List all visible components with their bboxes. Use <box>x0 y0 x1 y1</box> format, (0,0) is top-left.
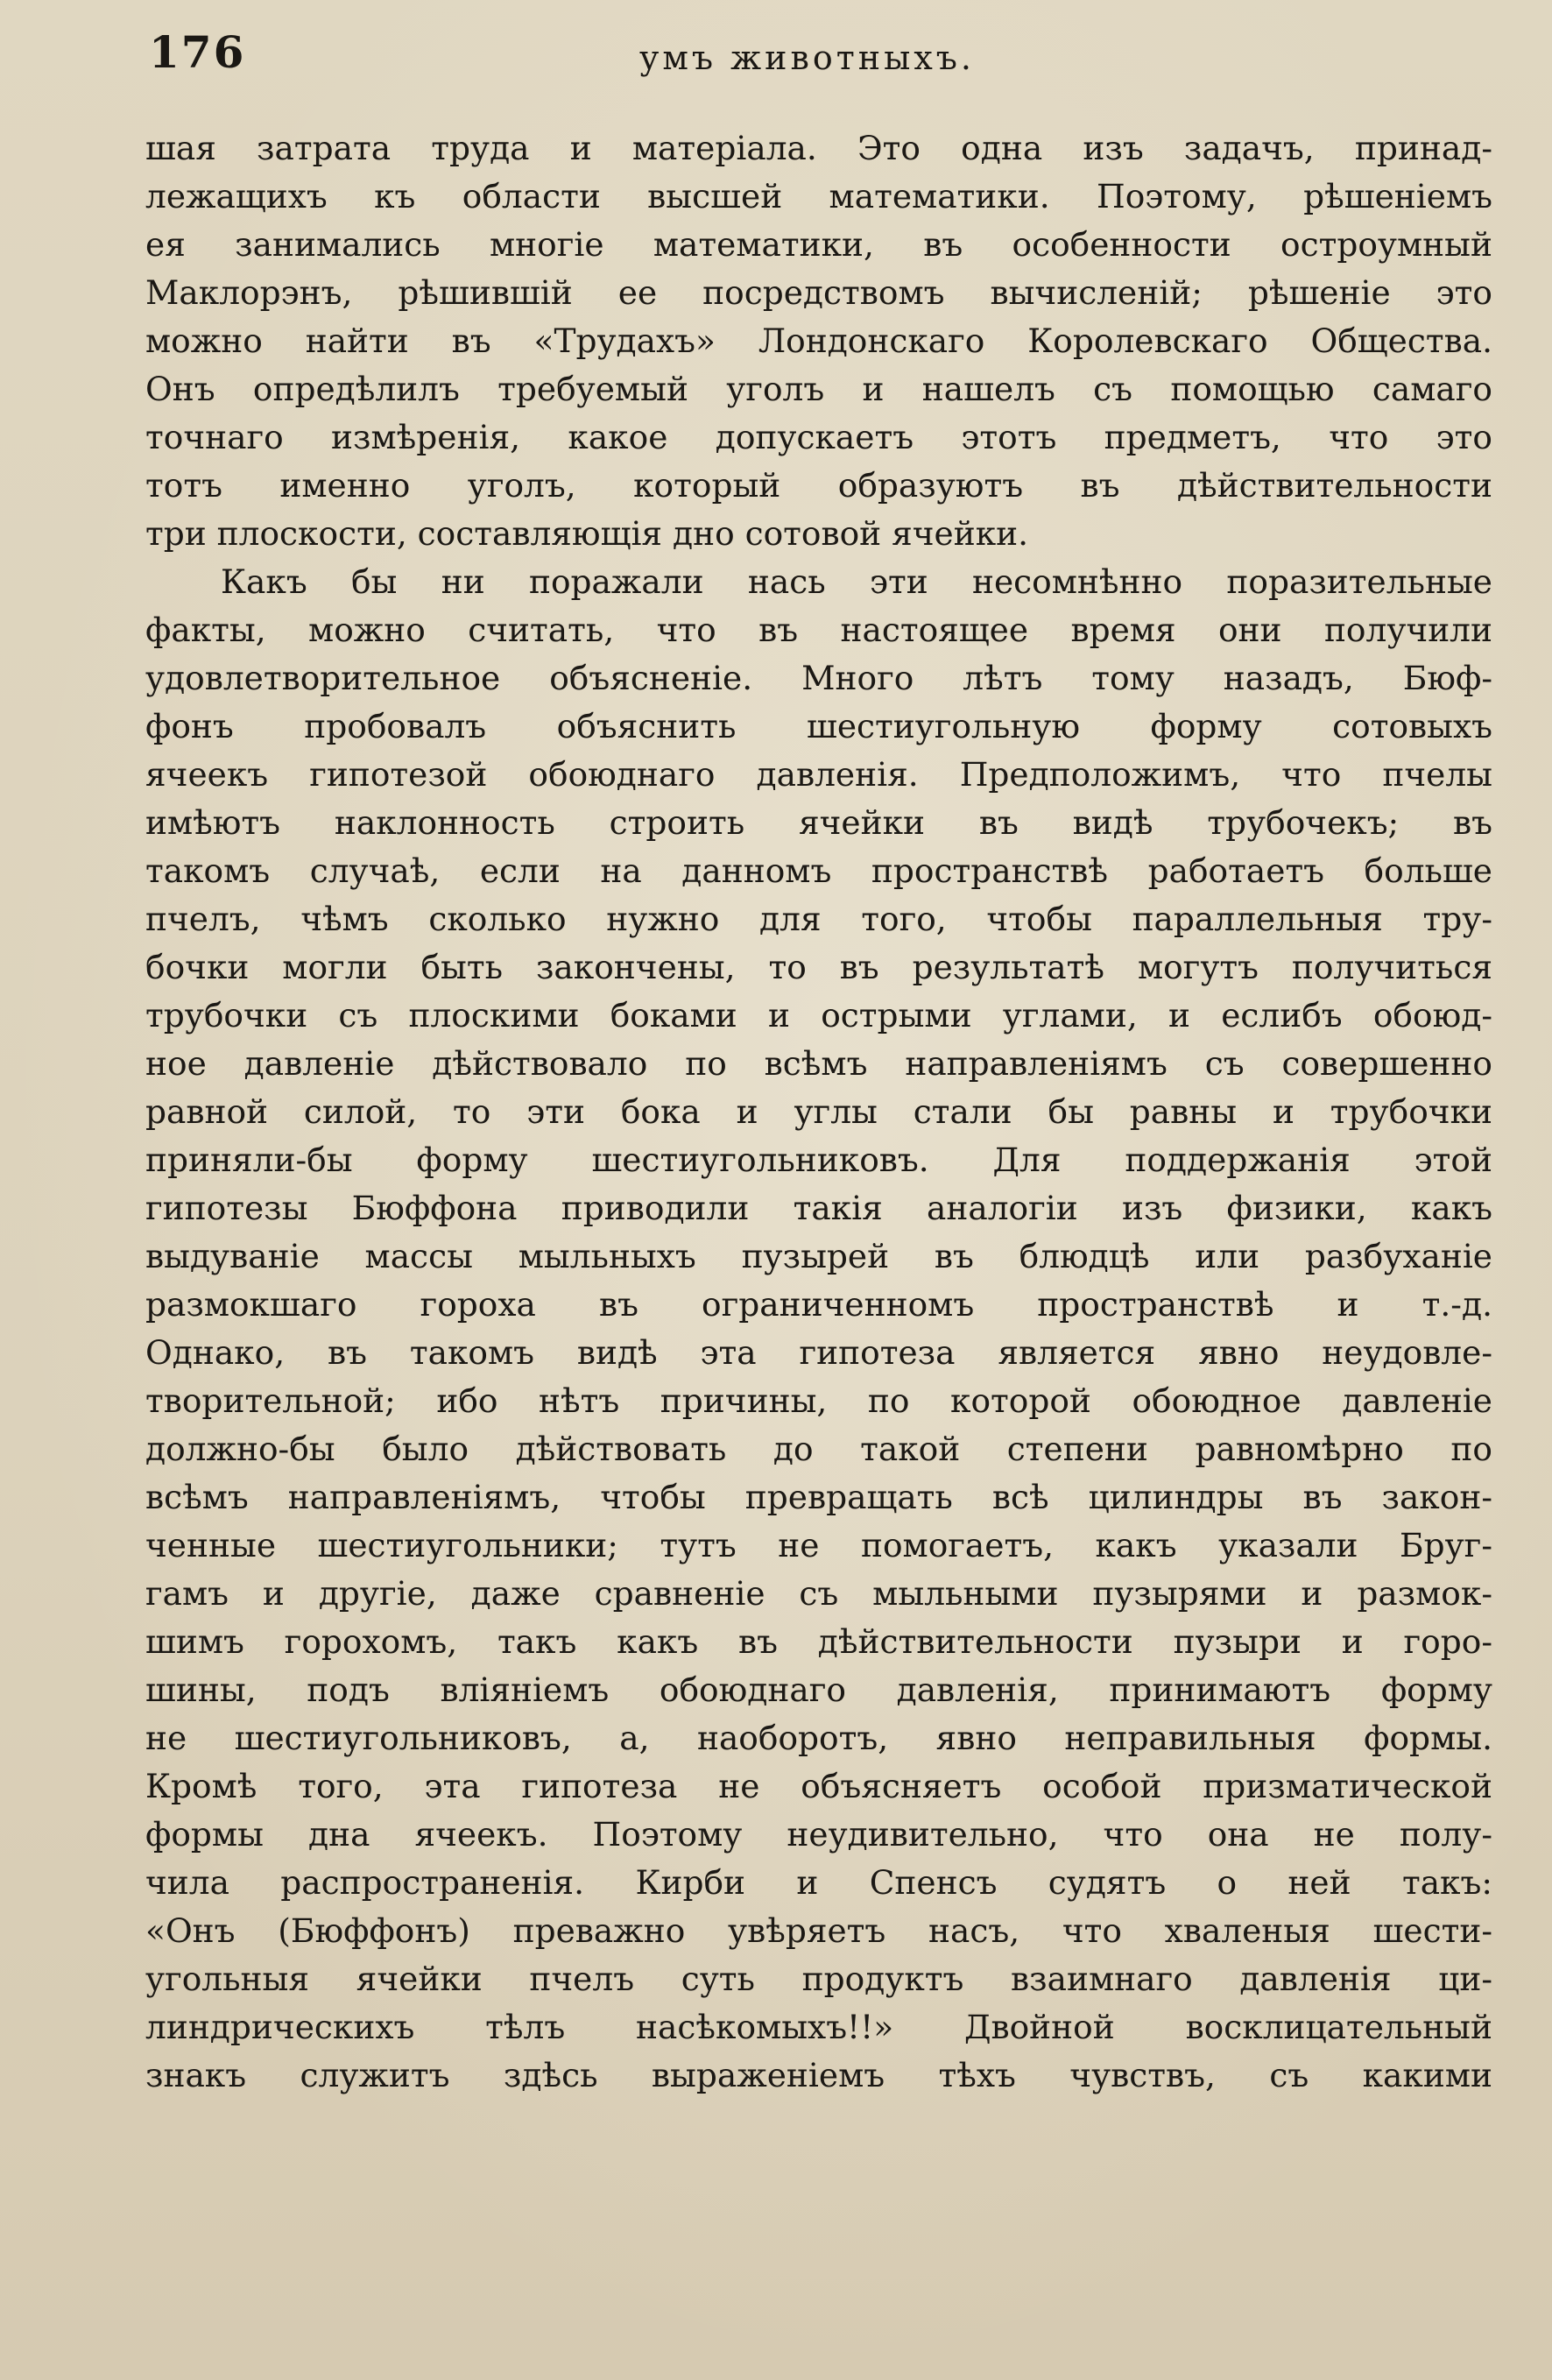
text-line: Однако, въ такомъ видѣ эта гипотеза является явно неудовле- <box>145 1333 1492 1372</box>
text-line: должно-бы было дѣйствовать до такой степени равномѣрно по <box>145 1430 1492 1468</box>
text-line: ченные шестиугольники; тутъ не помогаетъ, какъ указали Бруг- <box>145 1526 1492 1564</box>
page-number: 176 <box>149 26 246 78</box>
text-line: шимъ горохомъ, такъ какъ въ дѣйствительности пузыри и горо- <box>145 1622 1492 1661</box>
running-head: умъ животныхъ. <box>639 39 976 77</box>
text-line: всѣмъ направленіямъ, чтобы превращать всѣ цилиндры въ закон- <box>145 1478 1492 1516</box>
page-header <box>149 26 1489 88</box>
text-line: формы дна ячеекъ. Поэтому неудивительно, что она не полу- <box>145 1815 1492 1854</box>
text-line: лежащихъ къ области высшей математики. Поэтому, рѣшеніемъ <box>145 177 1492 215</box>
text-line: Какъ бы ни поражали нась эти несомнѣнно поразительные <box>221 562 1492 601</box>
text-line: ное давленіе дѣйствовало по всѣмъ направленіямъ съ совершенно <box>145 1044 1492 1083</box>
text-line: чила распространенія. Кирби и Спенсъ судятъ о ней такъ: <box>145 1863 1492 1902</box>
text-line: ея занимались многіе математики, въ особенности остроумный <box>145 225 1492 264</box>
body-text <box>145 124 1492 2100</box>
text-line: Маклорэнъ, рѣшившій ее посредствомъ вычисленій; рѣшеніе это <box>145 273 1492 312</box>
text-line: ячеекъ гипотезой обоюднаго давленія. Предположимъ, что пчелы <box>145 755 1492 794</box>
text-line: тотъ именно уголъ, который образуютъ въ дѣйствительности <box>145 466 1492 505</box>
text-line: три плоскости, составляющія дно сотовой ячейки. <box>145 514 1029 553</box>
text-line: факты, можно считать, что въ настоящее время они получили <box>145 611 1492 649</box>
text-line: угольныя ячейки пчелъ суть продуктъ взаимнаго давленія ци- <box>145 1960 1492 1998</box>
text-line: шая затрата труда и матеріала. Это одна изъ задачъ, принад- <box>145 129 1492 167</box>
text-line: Кромѣ того, эта гипотеза не объясняетъ особой призматической <box>145 1767 1492 1805</box>
text-line: Онъ опредѣлилъ требуемый уголъ и нашелъ съ помощью самаго <box>145 370 1492 408</box>
text-line: приняли-бы форму шестиугольниковъ. Для поддержанія этой <box>145 1141 1492 1179</box>
text-line: точнаго измѣренія, какое допускаетъ этотъ предметъ, что это <box>145 418 1492 456</box>
text-line: творительной; ибо нѣтъ причины, по которой обоюдное давленіе <box>145 1381 1492 1420</box>
text-line: фонъ пробовалъ объяснить шестиугольную форму сотовыхъ <box>145 707 1492 745</box>
text-line: знакъ служитъ здѣсь выраженіемъ тѣхъ чувствъ, съ какими <box>145 2056 1492 2094</box>
text-line: выдуваніе массы мыльныхъ пузырей въ блюдцѣ или разбуханіе <box>145 1237 1492 1275</box>
text-line: бочки могли быть закончены, то въ результатѣ могутъ получиться <box>145 948 1492 986</box>
text-line: шины, подъ вліяніемъ обоюднаго давленія, принимаютъ форму <box>145 1670 1492 1709</box>
text-line: размокшаго гороха въ ограниченномъ пространствѣ и т.-д. <box>145 1285 1492 1324</box>
text-line: такомъ случаѣ, если на данномъ пространствѣ работаетъ больше <box>145 851 1492 890</box>
text-line: гамъ и другіе, даже сравненіе съ мыльными пузырями и размок- <box>145 1574 1492 1613</box>
text-line: «Онъ (Бюффонъ) преважно увѣряетъ насъ, что хваленыя шести- <box>145 1911 1492 1950</box>
text-line: гипотезы Бюффона приводили такія аналогіи изъ физики, какъ <box>145 1189 1492 1227</box>
text-line: имѣютъ наклонность строить ячейки въ видѣ трубочекъ; въ <box>145 803 1492 842</box>
text-line: можно найти въ «Трудахъ» Лондонскаго Королевскаго Общества. <box>145 321 1492 360</box>
text-line: трубочки съ плоскими боками и острыми углами, и еслибъ обоюд- <box>145 996 1492 1035</box>
text-line: удовлетворительное объясненіе. Много лѣтъ тому назадъ, Бюф- <box>145 659 1492 697</box>
text-line: линдрическихъ тѣлъ насѣкомыхъ!!» Двойной восклицательный <box>145 2008 1492 2046</box>
text-line: равной силой, то эти бока и углы стали бы равны и трубочки <box>145 1092 1492 1131</box>
text-line: не шестиугольниковъ, а, наоборотъ, явно неправильныя формы. <box>145 1719 1492 1757</box>
text-line: пчелъ, чѣмъ сколько нужно для того, чтобы параллельныя тру- <box>145 900 1492 938</box>
